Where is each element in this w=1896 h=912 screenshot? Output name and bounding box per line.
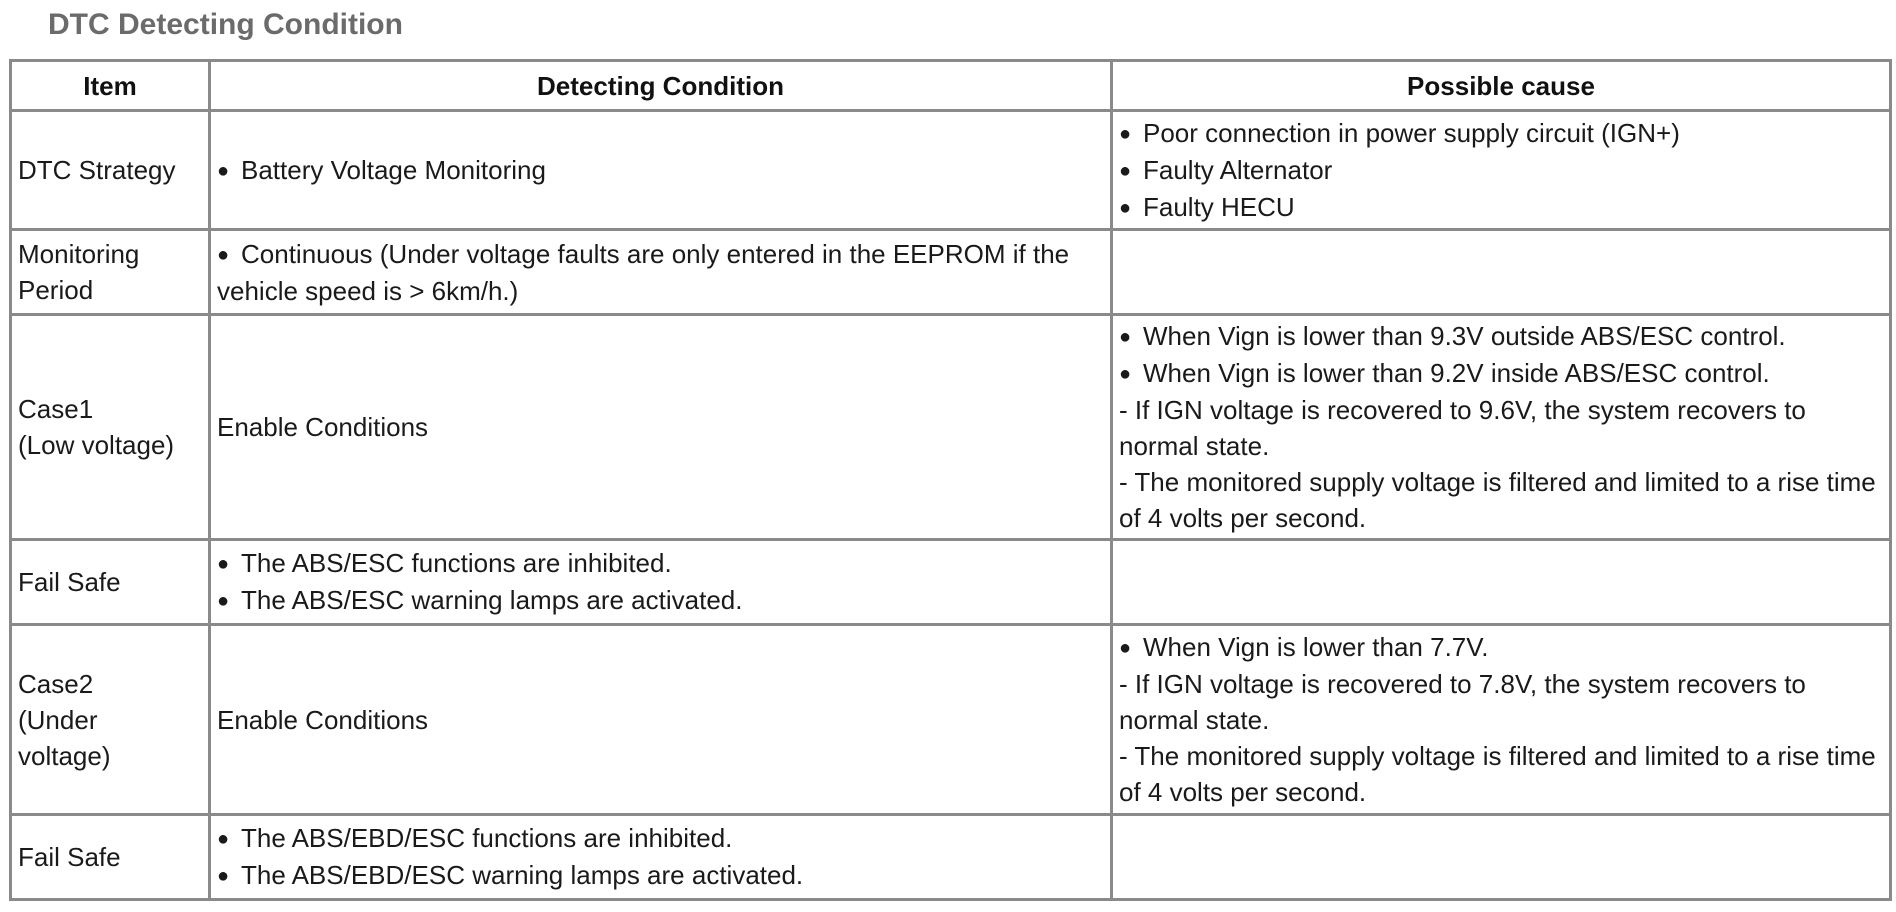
- condition-line: ● The ABS/EBD/ESC warning lamps are activated.: [217, 857, 1104, 894]
- item-text: Case1: [18, 394, 94, 424]
- cause-line: ● When Vign is lower than 9.3V outside ABS/ESC control.: [1119, 318, 1883, 355]
- item-cell: [11, 315, 210, 540]
- condition-line: ● The ABS/ESC warning lamps are activated.: [217, 582, 1104, 619]
- table-row: [11, 815, 1891, 900]
- item-text: (Under: [18, 704, 98, 735]
- cause-line: - If IGN voltage is recovered to 9.6V, the system recovers to normal state.: [1119, 395, 1806, 461]
- condition-cell: [210, 230, 1112, 315]
- condition-cell: [210, 540, 1112, 625]
- item-text: (Low voltage): [18, 430, 175, 460]
- table-row: [11, 111, 1891, 230]
- header-possible-cause: Possible cause: [1112, 61, 1891, 111]
- dtc-condition-table: [9, 59, 1892, 901]
- table-row: [11, 625, 1891, 815]
- condition-line: ● The ABS/ESC functions are inhibited.: [217, 545, 1104, 582]
- table-header-row: [11, 61, 1891, 111]
- cause-line: ● When Vign is lower than 9.2V inside ABS/ESC control.: [1119, 355, 1883, 392]
- cause-line: ● Faulty HECU: [1119, 189, 1883, 226]
- item-cell: [11, 540, 210, 625]
- item-text: Case2: [18, 668, 94, 699]
- cause-line: ● Faulty Alternator: [1119, 152, 1883, 189]
- item-text: Period: [18, 275, 94, 305]
- cause-line: - The monitored supply voltage is filtered and limited to a rise time of 4 volts per second.: [1119, 467, 1876, 533]
- table-row: [11, 315, 1891, 540]
- header-detecting-condition: Detecting Condition: [210, 61, 1112, 111]
- condition-cell: [210, 815, 1112, 900]
- condition-line: Enable Conditions: [217, 704, 429, 735]
- condition-cell: [210, 315, 1112, 540]
- header-item: Item: [11, 61, 210, 111]
- item-cell: [11, 625, 210, 815]
- item-text: Fail Safe: [18, 842, 121, 872]
- cause-cell: [1112, 625, 1891, 815]
- cause-line: - The monitored supply voltage is filtered and limited to a rise time of 4 volts per second.: [1119, 741, 1876, 807]
- item-cell: [11, 230, 210, 315]
- item-text: Fail Safe: [18, 567, 121, 597]
- condition-line: ● Continuous (Under voltage faults are only entered in the EEPROM if the vehicle speed is > 6km/h.): [217, 236, 1104, 309]
- cause-line: ● When Vign is lower than 7.7V.: [1119, 629, 1883, 666]
- condition-cell: [210, 111, 1112, 230]
- cause-cell: [1112, 815, 1891, 900]
- condition-line: ● The ABS/EBD/ESC functions are inhibited.: [217, 820, 1104, 857]
- condition-line: ● Battery Voltage Monitoring: [217, 152, 1104, 189]
- cause-cell: [1112, 111, 1891, 230]
- table-row: [11, 230, 1891, 315]
- item-text: DTC Strategy: [18, 155, 176, 185]
- cause-cell: [1112, 230, 1891, 315]
- item-cell: [11, 111, 210, 230]
- cause-cell: [1112, 315, 1891, 540]
- item-text: voltage): [18, 740, 111, 771]
- item-cell: [11, 815, 210, 900]
- table-row: [11, 540, 1891, 625]
- cause-line: - If IGN voltage is recovered to 7.8V, the system recovers to normal state.: [1119, 669, 1806, 735]
- condition-cell: [210, 625, 1112, 815]
- cause-cell: [1112, 540, 1891, 625]
- condition-line: Enable Conditions: [217, 412, 429, 442]
- cause-line: ● Poor connection in power supply circuit (IGN+): [1119, 115, 1883, 152]
- item-text: Monitoring: [18, 239, 140, 269]
- page-title: DTC Detecting Condition: [48, 8, 403, 41]
